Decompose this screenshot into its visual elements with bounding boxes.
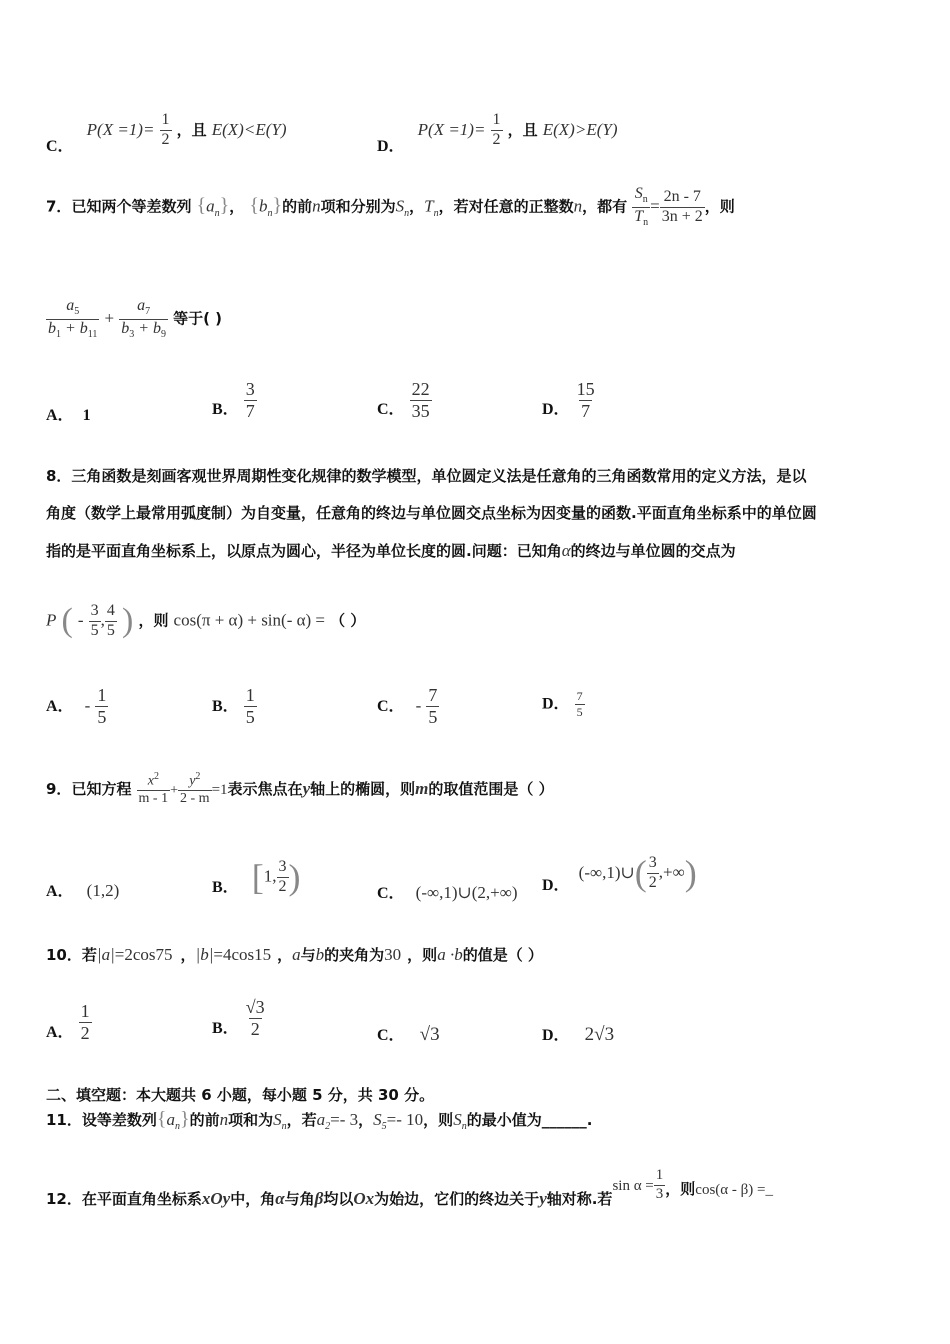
option-label: B． <box>212 400 239 418</box>
var-y: y <box>539 1188 547 1208</box>
stem-text: 的前 <box>189 1111 220 1129</box>
stem-text: ，则 <box>138 611 169 630</box>
stem-text: 设等差数列 <box>81 1111 157 1129</box>
var-n: n <box>573 196 583 216</box>
q11-stem <box>46 1108 592 1132</box>
option-fraction: $\frac{√3}{2}$ <box>245 997 265 1039</box>
q10-stem <box>46 944 543 965</box>
paren-right: ) <box>288 857 301 897</box>
option-label: D． <box>542 876 570 894</box>
stem-text: 的取值范围是（ ） <box>428 780 554 799</box>
stem-text: 已知两个等差数列 <box>71 197 192 216</box>
fraction: $\frac{1}{2}$ <box>161 111 170 148</box>
option-value: (1,2) <box>86 881 120 900</box>
comma: ， <box>409 197 425 216</box>
trig-expression: cos(π + α) + sin(- α) = <box>173 610 326 630</box>
option-label: C． <box>377 697 405 715</box>
vector-a: a <box>292 945 301 964</box>
var-t: T <box>424 196 434 216</box>
stem-text: ，若对任意的正整数 <box>438 197 574 216</box>
probability-expr: P(X =1)= <box>86 119 155 139</box>
interval-start: 1, <box>263 866 277 886</box>
q8-line-1: 8．三角函数是刻画客观世界周期性变化规律的数学模型，单位圆定义法是任意角的三角函数常用的定义方法，是以 <box>46 467 807 485</box>
interval-start-fraction: $\frac{3}{2}$ <box>648 853 657 891</box>
q9-option-b[interactable] <box>212 856 301 898</box>
plus-sign: + <box>170 783 179 799</box>
comma: ， <box>180 946 196 964</box>
stem-text: 项和分别为 <box>320 197 396 216</box>
expectation-relation: E(X)<E(Y) <box>211 119 287 139</box>
option-fraction: $\frac{7}{5}$ <box>576 689 583 719</box>
var-a2: a <box>316 1110 326 1129</box>
magnitude-a: |a| <box>96 945 115 964</box>
option-label: C． <box>377 885 405 902</box>
expectation-relation: E(X)>E(Y) <box>542 119 618 139</box>
minus-sign: - <box>77 610 84 630</box>
expr-fraction-1: $\frac{a_5}{b_1 + b_{11}}$ <box>48 297 98 340</box>
seq-a: a <box>166 1110 175 1129</box>
option-fraction: $\frac{15}{7}$ <box>576 379 595 421</box>
var-s5: S <box>373 1110 382 1129</box>
q7-option-c[interactable] <box>377 380 432 421</box>
axis-ox: Ox <box>353 1188 375 1208</box>
question-number: 10． <box>46 946 82 964</box>
subscript: n <box>214 207 220 219</box>
q8-option-b[interactable] <box>212 686 257 727</box>
var-n: n <box>312 196 321 216</box>
stem-text: 与 <box>300 946 316 964</box>
option-label: A． <box>46 697 74 715</box>
question-number: 11． <box>46 1111 82 1129</box>
paren-left: ( <box>634 853 647 893</box>
conjunction: ，且 <box>176 120 207 139</box>
option-label: C． <box>377 1027 405 1044</box>
stem-text: 轴上的椭圆，则 <box>310 780 416 799</box>
expr-fraction-2: $\frac{a_7}{b_3 + b_9}$ <box>121 297 167 340</box>
q10-option-c[interactable] <box>377 1022 440 1046</box>
ellipse-term-y: $\frac{y^2}{2 - m}$ <box>180 771 210 807</box>
q10-option-a[interactable] <box>46 1002 92 1043</box>
var-n: n <box>219 1110 229 1129</box>
comma: ， <box>358 1111 374 1129</box>
q7-option-d[interactable] <box>542 380 597 421</box>
q6-option-d[interactable] <box>377 111 618 155</box>
stem-text: 的夹角为 <box>324 946 385 964</box>
question-number: 7． <box>46 197 72 216</box>
point-p: P <box>46 610 57 630</box>
q10-option-b[interactable] <box>212 998 267 1039</box>
option-label: A． <box>46 407 74 424</box>
interval-end-fraction: $\frac{3}{2}$ <box>278 857 287 895</box>
q8-option-c[interactable] <box>377 686 439 727</box>
q8-line-2: 角度（数学上最常用弧度制）为自变量，任意角的终边与单位圆交点坐标为因变量的函数.平面直角坐标系中的单位圆 <box>46 504 817 522</box>
q8-point-expression <box>46 602 365 640</box>
magnitude-b-value: =4cos15 <box>213 945 272 964</box>
comma: ， <box>277 946 293 964</box>
subscript: n <box>433 207 439 219</box>
stem-text: ，都有 <box>582 197 628 216</box>
option-value: √3 <box>419 1024 440 1045</box>
brace-right: } <box>219 194 230 217</box>
s5-value: =- 10 <box>386 1110 424 1129</box>
option-label: D． <box>542 400 570 418</box>
brace-right: } <box>180 1108 190 1130</box>
option-label: D． <box>377 137 405 155</box>
coord-x: $\frac{3}{5}$ <box>90 601 99 639</box>
rhs-fraction: $\frac{2n - 7}{3n + 2}$ <box>661 187 703 225</box>
option-value: 1 <box>82 407 91 424</box>
brace-right: } <box>272 194 283 217</box>
stem-text: ，则 <box>423 1111 454 1129</box>
option-fraction: $\frac{1}{2}$ <box>80 1001 90 1043</box>
subscript: n <box>267 207 273 219</box>
option-fraction: $\frac{1}{5}$ <box>97 685 107 727</box>
var-y: y <box>302 779 311 799</box>
stem-text: 指的是平面直角坐标系上，以原点为圆心，半径为单位长度的圆.问题：已知角 <box>46 542 562 560</box>
stem-text: 的终边与单位圆的交点为 <box>570 542 736 560</box>
stem-text: ，则 <box>665 1179 696 1198</box>
option-value: (-∞,1)∪(2,+∞) <box>415 883 518 902</box>
subscript: n <box>461 1121 467 1133</box>
bracket-left: [ <box>251 857 264 897</box>
var-alpha: α <box>561 541 571 560</box>
option-label: B． <box>212 1019 239 1037</box>
stem-text: 均以 <box>323 1189 354 1208</box>
brace-left: { <box>156 1108 167 1130</box>
seq-a: a <box>206 196 215 216</box>
q7-stem <box>46 186 735 228</box>
stem-text: 等于( ) <box>173 309 223 328</box>
comma: ， <box>229 197 245 216</box>
stem-text: ，若 <box>286 1111 317 1129</box>
option-fraction: $\frac{1}{5}$ <box>245 685 255 727</box>
subscript: n <box>281 1121 287 1133</box>
paren-left: ( <box>61 602 73 639</box>
q8-option-a[interactable] <box>46 686 108 727</box>
subscript: n <box>404 207 410 219</box>
subscript: 5 <box>381 1121 387 1133</box>
stem-text: 与角 <box>284 1189 315 1208</box>
var-beta: β <box>314 1188 324 1208</box>
q12-stem <box>46 1167 773 1208</box>
q9-option-a[interactable] <box>46 878 119 901</box>
stem-text: 的前 <box>282 197 313 216</box>
q9-option-c[interactable] <box>377 880 518 903</box>
a2-value: =- 3 <box>330 1110 359 1129</box>
subscript: 2 <box>325 1121 331 1133</box>
question-number: 9． <box>46 780 72 799</box>
paren-right: ) <box>122 602 134 639</box>
stem-text: 的最小值为______. <box>466 1111 593 1129</box>
cos-expr: cos(α - β) =_ <box>695 1181 773 1198</box>
option-fraction: $\frac{22}{35}$ <box>411 379 430 421</box>
ratio-fraction: $\frac{S_n}{T_n}$ <box>634 185 649 228</box>
q7-option-a[interactable] <box>46 402 91 425</box>
var-alpha: α <box>275 1188 285 1208</box>
equals: =1 <box>211 782 228 799</box>
magnitude-b: |b| <box>195 945 214 964</box>
plus-sign: + <box>104 308 115 328</box>
brace-left: { <box>196 194 207 217</box>
option-label: B． <box>212 878 239 896</box>
option-label: D． <box>542 1027 570 1044</box>
stem-text: 轴对称.若 <box>546 1189 613 1208</box>
q9-option-d[interactable] <box>542 852 697 894</box>
stem-text: 若 <box>81 946 97 964</box>
probability-expr: P(X =1)= <box>417 119 486 139</box>
option-label: C． <box>46 137 74 155</box>
dot-product: a ·b <box>437 945 463 964</box>
section-title: 二、填空题：本大题共 6 小题，每小题 5 分，共 30 分。 <box>46 1086 435 1104</box>
q8-option-d[interactable] <box>542 690 585 718</box>
q7-expression <box>46 298 222 340</box>
paren-right: ) <box>684 853 697 893</box>
sign: - <box>84 695 91 715</box>
q8-line-3 <box>46 532 736 570</box>
stem-text: 已知方程 <box>71 780 132 799</box>
option-label: D． <box>542 695 570 713</box>
vector-b: b <box>315 945 325 964</box>
option-fraction: $\frac{3}{7}$ <box>245 379 255 421</box>
option-label: C． <box>377 400 405 418</box>
stem-text: 项和为 <box>228 1111 274 1129</box>
q6-option-c[interactable] <box>46 111 287 155</box>
stem-text: 在平面直角坐标系 <box>81 1189 202 1208</box>
option-label: A． <box>46 1023 74 1041</box>
seq-b: b <box>258 196 268 216</box>
sin-fraction: $\frac{1}{3}$ <box>655 1167 664 1202</box>
var-s: S <box>395 196 405 216</box>
fraction: $\frac{1}{2}$ <box>492 111 501 148</box>
subscript: n <box>175 1121 180 1133</box>
coord-system: xOy <box>201 1188 231 1208</box>
sin-expr: sin α = <box>612 1177 654 1194</box>
q10-option-d[interactable] <box>542 1022 614 1046</box>
answer-paren: （ ） <box>330 611 366 630</box>
var-s: S <box>273 1110 282 1129</box>
ellipse-term-x: $\frac{x^2}{m - 1}$ <box>138 771 169 807</box>
stem-text: 为始边，它们的终边关于 <box>374 1189 540 1208</box>
q7-option-b[interactable] <box>212 380 257 421</box>
angle-value: 30 <box>384 945 402 964</box>
stem-text: 表示焦点在 <box>227 780 303 799</box>
stem-text: 中，角 <box>230 1189 276 1208</box>
stem-text: ，则 <box>407 946 438 964</box>
interval-end: ,+∞ <box>658 862 685 882</box>
interval-part: (-∞,1)∪ <box>578 862 635 882</box>
comma: , <box>100 610 105 630</box>
stem-text: ，则 <box>704 197 735 216</box>
option-label: A． <box>46 883 74 900</box>
option-label: B． <box>212 697 239 715</box>
sign: - <box>415 695 422 715</box>
brace-left: { <box>249 194 259 217</box>
option-value: 2√3 <box>584 1024 615 1045</box>
var-m: m <box>415 779 429 799</box>
conjunction: ，且 <box>507 120 538 139</box>
q9-stem <box>46 772 554 807</box>
coord-y: $\frac{4}{5}$ <box>106 601 115 639</box>
var-sn: S <box>453 1110 462 1129</box>
question-number: 12． <box>46 1189 82 1208</box>
magnitude-a-value: =2cos75 <box>114 945 173 964</box>
stem-text: 的值是（ ） <box>462 946 543 964</box>
option-fraction: $\frac{7}{5}$ <box>428 685 438 727</box>
equals: = <box>650 196 660 216</box>
